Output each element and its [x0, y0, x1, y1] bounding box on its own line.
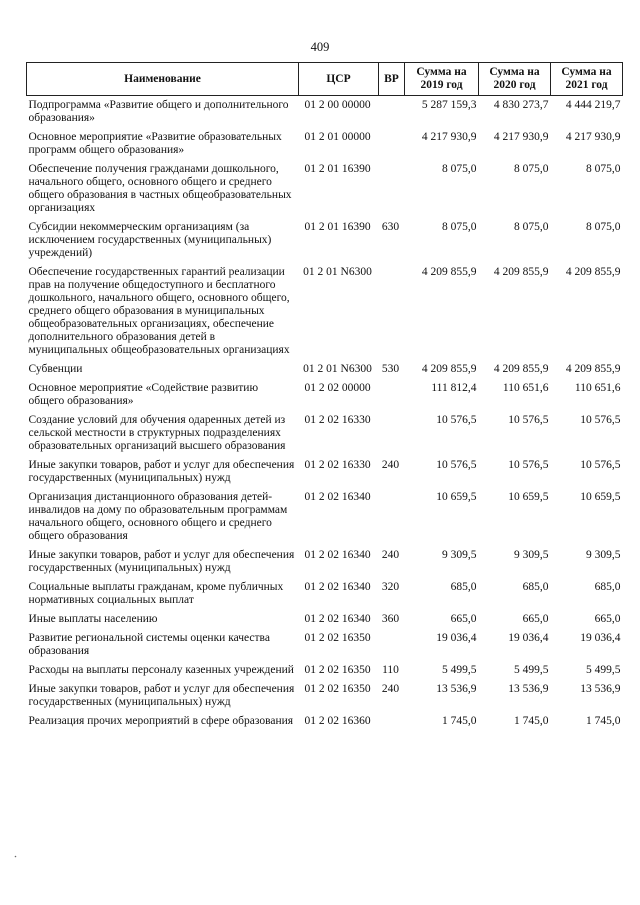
header-sum-2020: Сумма на 2020 год	[479, 63, 551, 96]
cell-sum-2020: 9 309,5	[514, 549, 549, 561]
cell-name: Основное мероприятие «Развитие образовательных программ общего образования»	[28, 131, 282, 156]
cell-name: Иные закупки товаров, работ и услуг для обеспечения государственных (муниципальных) нужд	[28, 459, 295, 484]
cell-sum-2021: 665,0	[594, 613, 621, 625]
cell-sum-2021: 685,0	[594, 581, 621, 593]
cell-name: Обеспечение государственных гарантий реализации прав на получение общедоступного и бесплатного дошкольного, начального общего, основного общего, среднего общего образования в муниципальных общеобразовательных организациях, обеспечение дополнительного образования детей в муниципальных общеобразовательных организациях	[28, 266, 290, 356]
cell-sum-2020: 10 659,5	[508, 491, 549, 503]
cell-sum-2021: 8 075,0	[586, 163, 621, 175]
cell-vr: 530	[381, 363, 400, 375]
cell-sum-2021: 4 444 219,7	[565, 99, 621, 111]
cell-name: Обеспечение получения гражданами дошкольного, начального общего, основного общего и среднего общего образования в частных общеобразовательных организациях	[28, 163, 292, 214]
table-row	[27, 629, 623, 661]
cell-sum-2020: 8 075,0	[514, 163, 549, 175]
cell-csr: 01 2 01 16390	[304, 163, 371, 175]
header-row	[27, 63, 623, 96]
cell-csr: 01 2 02 16340	[304, 549, 371, 561]
cell-sum-2021: 10 576,5	[580, 414, 621, 426]
table-row	[27, 456, 623, 488]
cell-vr	[379, 96, 405, 129]
cell-csr: 01 2 02 00000	[304, 382, 371, 394]
cell-sum-2020: 4 217 930,9	[493, 131, 549, 143]
cell-sum-2019: 4 209 855,9	[421, 363, 477, 375]
cell-sum-2020: 19 036,4	[508, 632, 549, 644]
cell-sum-2019: 665,0	[450, 613, 477, 625]
cell-name: Подпрограмма «Развитие общего и дополнительного образования»	[28, 99, 289, 124]
cell-sum-2021: 4 209 855,9	[565, 266, 621, 278]
cell-sum-2019: 10 576,5	[436, 459, 477, 471]
cell-vr: 240	[381, 549, 400, 561]
cell-vr	[379, 160, 405, 218]
cell-csr: 01 2 02 16340	[304, 491, 371, 503]
cell-sum-2020: 685,0	[522, 581, 549, 593]
header-csr: ЦСР	[299, 63, 379, 96]
cell-name: Расходы на выплаты персоналу казенных учреждений	[28, 664, 294, 676]
cell-sum-2021: 10 659,5	[580, 491, 621, 503]
cell-sum-2020: 10 576,5	[508, 459, 549, 471]
cell-vr	[379, 263, 405, 360]
cell-sum-2021: 110 651,6	[574, 382, 621, 394]
cell-vr	[379, 379, 405, 411]
cell-sum-2019: 13 536,9	[436, 683, 477, 695]
header-name: Наименование	[27, 63, 299, 96]
cell-sum-2019: 4 217 930,9	[421, 131, 477, 143]
table-row	[27, 379, 623, 411]
table-row	[27, 488, 623, 546]
table-row	[27, 218, 623, 263]
cell-name: Субвенции	[28, 363, 83, 375]
cell-name: Основное мероприятие «Содействие развитию общего образования»	[28, 382, 259, 407]
cell-sum-2021: 19 036,4	[580, 632, 621, 644]
header-sum-2019: Сумма на 2019 год	[405, 63, 479, 96]
cell-name: Иные закупки товаров, работ и услуг для обеспечения государственных (муниципальных) нужд	[28, 549, 295, 574]
cell-vr: 240	[381, 459, 400, 471]
cell-vr	[379, 712, 405, 731]
cell-name: Социальные выплаты гражданам, кроме публичных нормативных социальных выплат	[28, 581, 284, 606]
cell-name: Развитие региональной системы оценки качества образования	[28, 632, 270, 657]
cell-sum-2019: 685,0	[450, 581, 477, 593]
cell-csr: 01 2 01 N6300	[303, 266, 372, 278]
cell-csr: 01 2 01 N6300	[303, 363, 372, 375]
cell-sum-2021: 10 576,5	[580, 459, 621, 471]
cell-csr: 01 2 01 16390	[304, 221, 371, 233]
cell-sum-2020: 5 499,5	[514, 664, 549, 676]
cell-vr	[379, 488, 405, 546]
cell-vr: 240	[381, 683, 400, 695]
cell-sum-2020: 665,0	[522, 613, 549, 625]
header-sum-2021: Сумма на 2021 год	[551, 63, 623, 96]
cell-csr: 01 2 02 16350	[304, 664, 371, 676]
cell-sum-2020: 8 075,0	[514, 221, 549, 233]
cell-sum-2019: 111 812,4	[431, 382, 477, 394]
cell-sum-2019: 9 309,5	[442, 549, 477, 561]
table-row	[27, 128, 623, 160]
cell-sum-2019: 19 036,4	[436, 632, 477, 644]
table-row	[27, 96, 623, 129]
cell-vr	[379, 629, 405, 661]
cell-sum-2020: 4 830 273,7	[493, 99, 549, 111]
cell-sum-2019: 4 209 855,9	[421, 266, 477, 278]
cell-sum-2020: 4 209 855,9	[493, 266, 549, 278]
cell-name: Создание условий для обучения одаренных детей из сельской местности в структурных подразделениях образовательных организаций высшего образования	[28, 414, 286, 452]
cell-vr: 110	[382, 664, 399, 676]
cell-sum-2020: 10 576,5	[508, 414, 549, 426]
cell-sum-2019: 5 499,5	[442, 664, 477, 676]
cell-sum-2021: 4 217 930,9	[565, 131, 621, 143]
cell-vr: 360	[381, 613, 400, 625]
cell-sum-2021: 9 309,5	[586, 549, 621, 561]
cell-sum-2019: 8 075,0	[442, 163, 477, 175]
cell-name: Реализация прочих мероприятий в сфере образования	[28, 715, 294, 727]
cell-sum-2021: 8 075,0	[586, 221, 621, 233]
table-row	[27, 160, 623, 218]
cell-csr: 01 2 02 16360	[304, 715, 371, 727]
table-header	[27, 63, 623, 96]
margin-dot	[14, 855, 17, 858]
cell-csr: 01 2 02 16350	[304, 683, 371, 695]
cell-vr	[379, 128, 405, 160]
cell-sum-2019: 8 075,0	[442, 221, 477, 233]
cell-csr: 01 2 02 16350	[304, 632, 371, 644]
cell-sum-2021: 1 745,0	[586, 715, 621, 727]
table-row	[27, 680, 623, 712]
cell-vr	[379, 411, 405, 456]
table-row	[27, 411, 623, 456]
cell-sum-2019: 10 659,5	[436, 491, 477, 503]
cell-name: Иные закупки товаров, работ и услуг для обеспечения государственных (муниципальных) нужд	[28, 683, 295, 708]
table-row	[27, 578, 623, 610]
cell-sum-2021: 4 209 855,9	[565, 363, 621, 375]
cell-vr: 630	[381, 221, 400, 233]
cell-csr: 01 2 01 00000	[304, 131, 371, 143]
cell-sum-2020: 110 651,6	[502, 382, 549, 394]
cell-vr: 320	[381, 581, 400, 593]
cell-sum-2019: 1 745,0	[442, 715, 477, 727]
cell-csr: 01 2 02 16340	[304, 613, 371, 625]
cell-name: Иные выплаты населению	[28, 613, 158, 625]
cell-name: Организация дистанционного образования детей-инвалидов на дому по образовательным программам начального общего, основного общего и среднего общего образования	[28, 491, 288, 542]
cell-sum-2020: 1 745,0	[514, 715, 549, 727]
table-row	[27, 610, 623, 629]
table-row	[27, 263, 623, 360]
budget-table	[26, 62, 623, 731]
cell-csr: 01 2 00 00000	[304, 99, 371, 111]
cell-csr: 01 2 02 16330	[304, 414, 371, 426]
table-row	[27, 712, 623, 731]
page-number: 409	[310, 40, 330, 54]
table-row	[27, 360, 623, 379]
cell-sum-2021: 13 536,9	[580, 683, 621, 695]
cell-csr: 01 2 02 16330	[304, 459, 371, 471]
cell-sum-2021: 5 499,5	[586, 664, 621, 676]
cell-sum-2020: 13 536,9	[508, 683, 549, 695]
table-row	[27, 546, 623, 578]
cell-sum-2019: 5 287 159,3	[421, 99, 477, 111]
cell-csr: 01 2 02 16340	[304, 581, 371, 593]
cell-name: Субсидии некоммерческим организациям (за исключением государственных (муниципальных) учреждений)	[28, 221, 272, 259]
table-row	[27, 661, 623, 680]
table-body	[27, 96, 623, 732]
cell-sum-2019: 10 576,5	[436, 414, 477, 426]
cell-sum-2020: 4 209 855,9	[493, 363, 549, 375]
header-vr: ВР	[379, 63, 405, 96]
